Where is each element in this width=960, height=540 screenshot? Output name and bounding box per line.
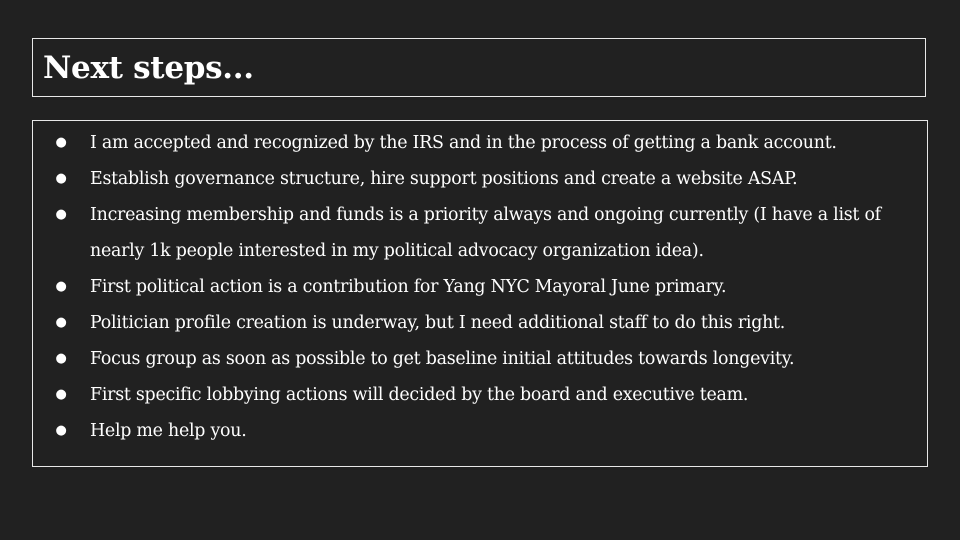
list-item <box>33 125 903 161</box>
bullet-icon: ● <box>55 423 67 438</box>
bullet-icon: ● <box>55 207 67 222</box>
bullet-icon: ● <box>55 171 67 186</box>
bullet-icon: ● <box>55 351 67 366</box>
list-item-text: Increasing membership and funds is a priority always and ongoing currently (I have a list of nearly 1k people interested in my political advocacy organization idea). <box>90 205 881 261</box>
list-item-text: Politician profile creation is underway, but I need additional staff to do this right. <box>90 313 786 333</box>
list-item <box>33 161 903 197</box>
list-item <box>33 305 903 341</box>
list-item-text: Establish governance structure, hire support positions and create a website ASAP. <box>90 169 798 189</box>
list-item-text: Help me help you. <box>90 421 247 441</box>
list-item <box>33 377 903 413</box>
list-item <box>33 413 903 449</box>
list-item <box>33 269 903 305</box>
list-item <box>33 341 903 377</box>
bullet-list-box <box>32 120 928 467</box>
list-item-text: I am accepted and recognized by the IRS and in the process of getting a bank account. <box>90 133 837 153</box>
title-box <box>32 38 926 97</box>
list-item-text: First specific lobbying actions will decided by the board and executive team. <box>90 385 749 405</box>
bullet-icon: ● <box>55 315 67 330</box>
list-item <box>33 197 903 269</box>
slide-title: Next steps... <box>43 50 254 86</box>
list-item-text: First political action is a contribution for Yang NYC Mayoral June primary. <box>90 277 727 297</box>
bullet-icon: ● <box>55 279 67 294</box>
list-item-text: Focus group as soon as possible to get baseline initial attitudes towards longevity. <box>90 349 795 369</box>
bullet-icon: ● <box>55 387 67 402</box>
bullet-icon: ● <box>55 135 67 150</box>
bullet-list <box>33 125 903 449</box>
